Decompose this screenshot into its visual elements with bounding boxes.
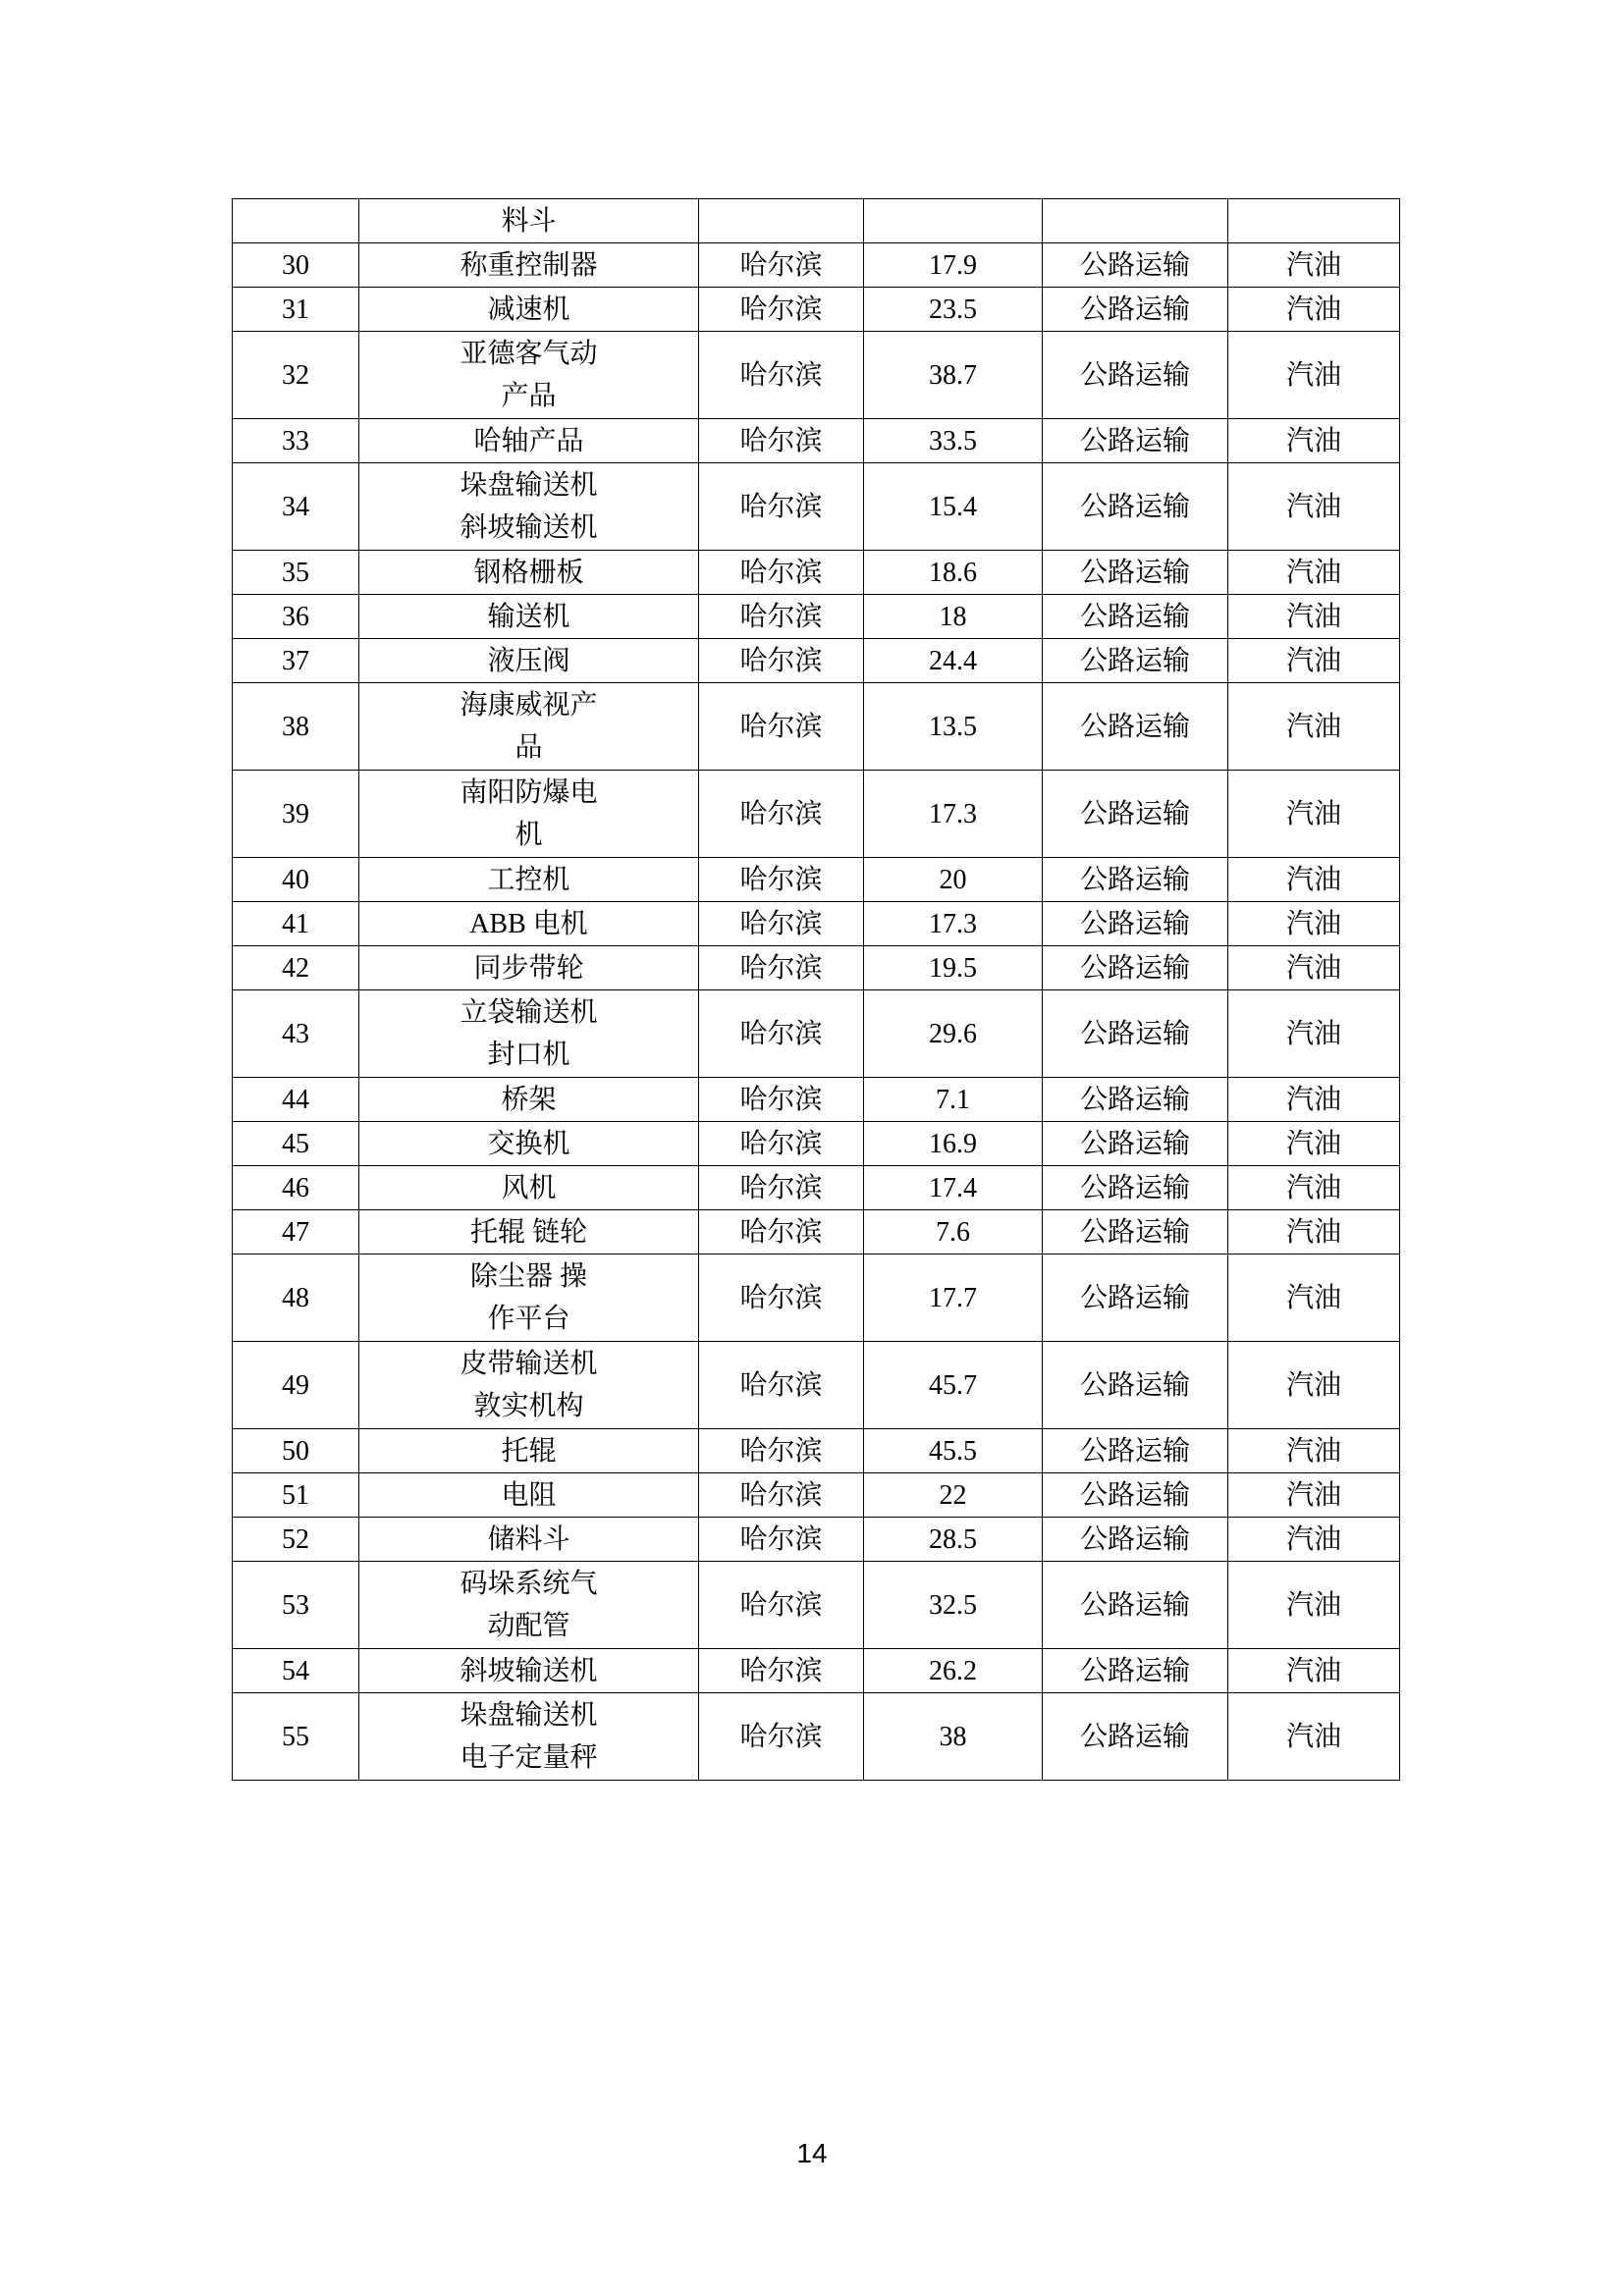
cell-number: 50 [233,1429,359,1473]
cell-transport-mode: 公路运输 [1043,419,1228,463]
cell-number: 35 [233,551,359,595]
cell-fuel: 汽油 [1228,243,1400,288]
cell-origin: 哈尔滨 [699,990,864,1078]
cell-number [233,199,359,243]
cell-item-name: 工控机 [359,858,699,902]
cell-value [864,199,1043,243]
cell-item-name: 桥架 [359,1078,699,1122]
table-row [233,990,1400,1078]
cell-item-name: 钢格栅板 [359,551,699,595]
cell-number: 45 [233,1122,359,1166]
table-row [233,902,1400,946]
cell-fuel: 汽油 [1228,902,1400,946]
cell-value: 22 [864,1473,1043,1518]
cell-transport-mode: 公路运输 [1043,1342,1228,1429]
cell-origin: 哈尔滨 [699,1342,864,1429]
cell-fuel: 汽油 [1228,639,1400,683]
cell-origin: 哈尔滨 [699,1562,864,1649]
cell-origin: 哈尔滨 [699,551,864,595]
cell-item-name: 托辊 链轮 [359,1210,699,1255]
cell-transport-mode: 公路运输 [1043,1518,1228,1562]
cell-value: 20 [864,858,1043,902]
cell-fuel: 汽油 [1228,990,1400,1078]
cell-origin: 哈尔滨 [699,243,864,288]
cell-transport-mode: 公路运输 [1043,551,1228,595]
cell-transport-mode: 公路运输 [1043,463,1228,551]
cell-number: 44 [233,1078,359,1122]
table-row [233,1122,1400,1166]
cell-value: 17.7 [864,1255,1043,1342]
cell-origin: 哈尔滨 [699,902,864,946]
cell-item-name: 垛盘输送机 电子定量秤 [359,1693,699,1781]
cell-value: 17.4 [864,1166,1043,1210]
cell-origin: 哈尔滨 [699,771,864,858]
cell-item-name: 交换机 [359,1122,699,1166]
cell-item-name: 码垛系统气 动配管 [359,1562,699,1649]
cell-value: 38 [864,1693,1043,1781]
cell-value: 28.5 [864,1518,1043,1562]
cell-fuel: 汽油 [1228,1122,1400,1166]
cell-origin: 哈尔滨 [699,595,864,639]
cell-item-name: 输送机 [359,595,699,639]
cell-value: 17.3 [864,771,1043,858]
table-row [233,551,1400,595]
cell-value: 17.9 [864,243,1043,288]
table-row [233,1166,1400,1210]
cell-origin: 哈尔滨 [699,463,864,551]
table-row [233,639,1400,683]
table-row [233,1518,1400,1562]
table-row [233,1429,1400,1473]
cell-transport-mode: 公路运输 [1043,332,1228,419]
cell-number: 43 [233,990,359,1078]
table-row [233,595,1400,639]
cell-fuel: 汽油 [1228,1473,1400,1518]
cell-number: 30 [233,243,359,288]
cell-number: 40 [233,858,359,902]
cell-number: 49 [233,1342,359,1429]
cell-number: 37 [233,639,359,683]
cell-fuel: 汽油 [1228,858,1400,902]
cell-item-name: 立袋输送机 封口机 [359,990,699,1078]
cell-transport-mode: 公路运输 [1043,1429,1228,1473]
cell-number: 36 [233,595,359,639]
cell-value: 32.5 [864,1562,1043,1649]
cell-origin: 哈尔滨 [699,1473,864,1518]
cell-number: 46 [233,1166,359,1210]
cell-fuel: 汽油 [1228,1649,1400,1693]
cell-number: 42 [233,946,359,990]
cell-transport-mode: 公路运输 [1043,1473,1228,1518]
cell-item-name: 南阳防爆电 机 [359,771,699,858]
cell-transport-mode [1043,199,1228,243]
cell-fuel: 汽油 [1228,463,1400,551]
cell-fuel: 汽油 [1228,1166,1400,1210]
cell-value: 18.6 [864,551,1043,595]
cell-transport-mode: 公路运输 [1043,1649,1228,1693]
cell-transport-mode: 公路运输 [1043,1693,1228,1781]
cell-item-name: 亚德客气动 产品 [359,332,699,419]
cell-value: 17.3 [864,902,1043,946]
cell-number: 38 [233,683,359,771]
cell-number: 54 [233,1649,359,1693]
cell-number: 48 [233,1255,359,1342]
cell-number: 39 [233,771,359,858]
cell-fuel: 汽油 [1228,771,1400,858]
cell-origin: 哈尔滨 [699,1429,864,1473]
cell-value: 15.4 [864,463,1043,551]
cell-fuel: 汽油 [1228,1562,1400,1649]
cell-fuel: 汽油 [1228,1210,1400,1255]
cell-item-name: 电阻 [359,1473,699,1518]
cell-transport-mode: 公路运输 [1043,1078,1228,1122]
cell-value: 19.5 [864,946,1043,990]
cell-value: 33.5 [864,419,1043,463]
table-row [233,332,1400,419]
cell-origin: 哈尔滨 [699,419,864,463]
cell-item-name: ABB 电机 [359,902,699,946]
cell-transport-mode: 公路运输 [1043,595,1228,639]
cell-value: 18 [864,595,1043,639]
table-row [233,771,1400,858]
cell-item-name: 储料斗 [359,1518,699,1562]
cell-transport-mode: 公路运输 [1043,639,1228,683]
cell-fuel: 汽油 [1228,946,1400,990]
cell-fuel: 汽油 [1228,1255,1400,1342]
cell-fuel: 汽油 [1228,1518,1400,1562]
cell-origin: 哈尔滨 [699,332,864,419]
cell-number: 32 [233,332,359,419]
cell-fuel: 汽油 [1228,595,1400,639]
table-row [233,199,1400,243]
cell-origin: 哈尔滨 [699,1518,864,1562]
cell-item-name: 海康威视产 品 [359,683,699,771]
cell-item-name: 风机 [359,1166,699,1210]
cell-origin: 哈尔滨 [699,288,864,332]
table-row [233,858,1400,902]
cell-origin: 哈尔滨 [699,1210,864,1255]
cell-item-name: 哈轴产品 [359,419,699,463]
cell-transport-mode: 公路运输 [1043,1166,1228,1210]
table-row [233,243,1400,288]
cell-number: 31 [233,288,359,332]
data-table [232,198,1400,1781]
cell-fuel: 汽油 [1228,1693,1400,1781]
table-body [233,199,1400,1781]
cell-number: 33 [233,419,359,463]
cell-item-name: 斜坡输送机 [359,1649,699,1693]
cell-item-name: 称重控制器 [359,243,699,288]
table-row [233,1473,1400,1518]
cell-value: 26.2 [864,1649,1043,1693]
cell-transport-mode: 公路运输 [1043,243,1228,288]
cell-value: 23.5 [864,288,1043,332]
cell-transport-mode: 公路运输 [1043,1255,1228,1342]
table-row [233,1078,1400,1122]
table-row [233,946,1400,990]
cell-value: 45.5 [864,1429,1043,1473]
cell-origin: 哈尔滨 [699,1255,864,1342]
table-row [233,1562,1400,1649]
cell-origin: 哈尔滨 [699,1078,864,1122]
cell-item-name: 除尘器 操 作平台 [359,1255,699,1342]
cell-origin: 哈尔滨 [699,1122,864,1166]
table-row [233,1649,1400,1693]
table-row [233,288,1400,332]
cell-origin: 哈尔滨 [699,1649,864,1693]
table-row [233,1255,1400,1342]
cell-number: 53 [233,1562,359,1649]
cell-item-name: 同步带轮 [359,946,699,990]
cell-value: 7.1 [864,1078,1043,1122]
cell-value: 24.4 [864,639,1043,683]
cell-origin: 哈尔滨 [699,683,864,771]
cell-transport-mode: 公路运输 [1043,946,1228,990]
cell-value: 13.5 [864,683,1043,771]
cell-value: 38.7 [864,332,1043,419]
cell-fuel: 汽油 [1228,551,1400,595]
cell-origin: 哈尔滨 [699,1693,864,1781]
cell-value: 7.6 [864,1210,1043,1255]
cell-origin: 哈尔滨 [699,946,864,990]
cell-item-name: 皮带输送机 敦实机构 [359,1342,699,1429]
cell-origin [699,199,864,243]
cell-fuel: 汽油 [1228,1342,1400,1429]
table-row [233,1693,1400,1781]
table-row [233,1342,1400,1429]
cell-number: 55 [233,1693,359,1781]
cell-transport-mode: 公路运输 [1043,683,1228,771]
cell-fuel: 汽油 [1228,288,1400,332]
table-row [233,463,1400,551]
cell-transport-mode: 公路运输 [1043,990,1228,1078]
page-number: 14 [796,2138,828,2168]
cell-fuel: 汽油 [1228,332,1400,419]
cell-value: 29.6 [864,990,1043,1078]
cell-transport-mode: 公路运输 [1043,1562,1228,1649]
cell-fuel [1228,199,1400,243]
cell-value: 45.7 [864,1342,1043,1429]
cell-transport-mode: 公路运输 [1043,771,1228,858]
cell-origin: 哈尔滨 [699,1166,864,1210]
cell-origin: 哈尔滨 [699,858,864,902]
cell-item-name: 减速机 [359,288,699,332]
cell-transport-mode: 公路运输 [1043,288,1228,332]
cell-transport-mode: 公路运输 [1043,1210,1228,1255]
cell-fuel: 汽油 [1228,1429,1400,1473]
cell-transport-mode: 公路运输 [1043,1122,1228,1166]
cell-transport-mode: 公路运输 [1043,902,1228,946]
cell-transport-mode: 公路运输 [1043,858,1228,902]
cell-number: 52 [233,1518,359,1562]
table-row [233,1210,1400,1255]
cell-item-name: 托辊 [359,1429,699,1473]
cell-number: 41 [233,902,359,946]
cell-item-name: 液压阀 [359,639,699,683]
cell-fuel: 汽油 [1228,419,1400,463]
cell-item-name: 料斗 [359,199,699,243]
cell-number: 51 [233,1473,359,1518]
cell-number: 47 [233,1210,359,1255]
cell-item-name: 垛盘输送机 斜坡输送机 [359,463,699,551]
cell-fuel: 汽油 [1228,683,1400,771]
cell-origin: 哈尔滨 [699,639,864,683]
cell-value: 16.9 [864,1122,1043,1166]
cell-fuel: 汽油 [1228,1078,1400,1122]
cell-number: 34 [233,463,359,551]
table-row [233,683,1400,771]
table-row [233,419,1400,463]
